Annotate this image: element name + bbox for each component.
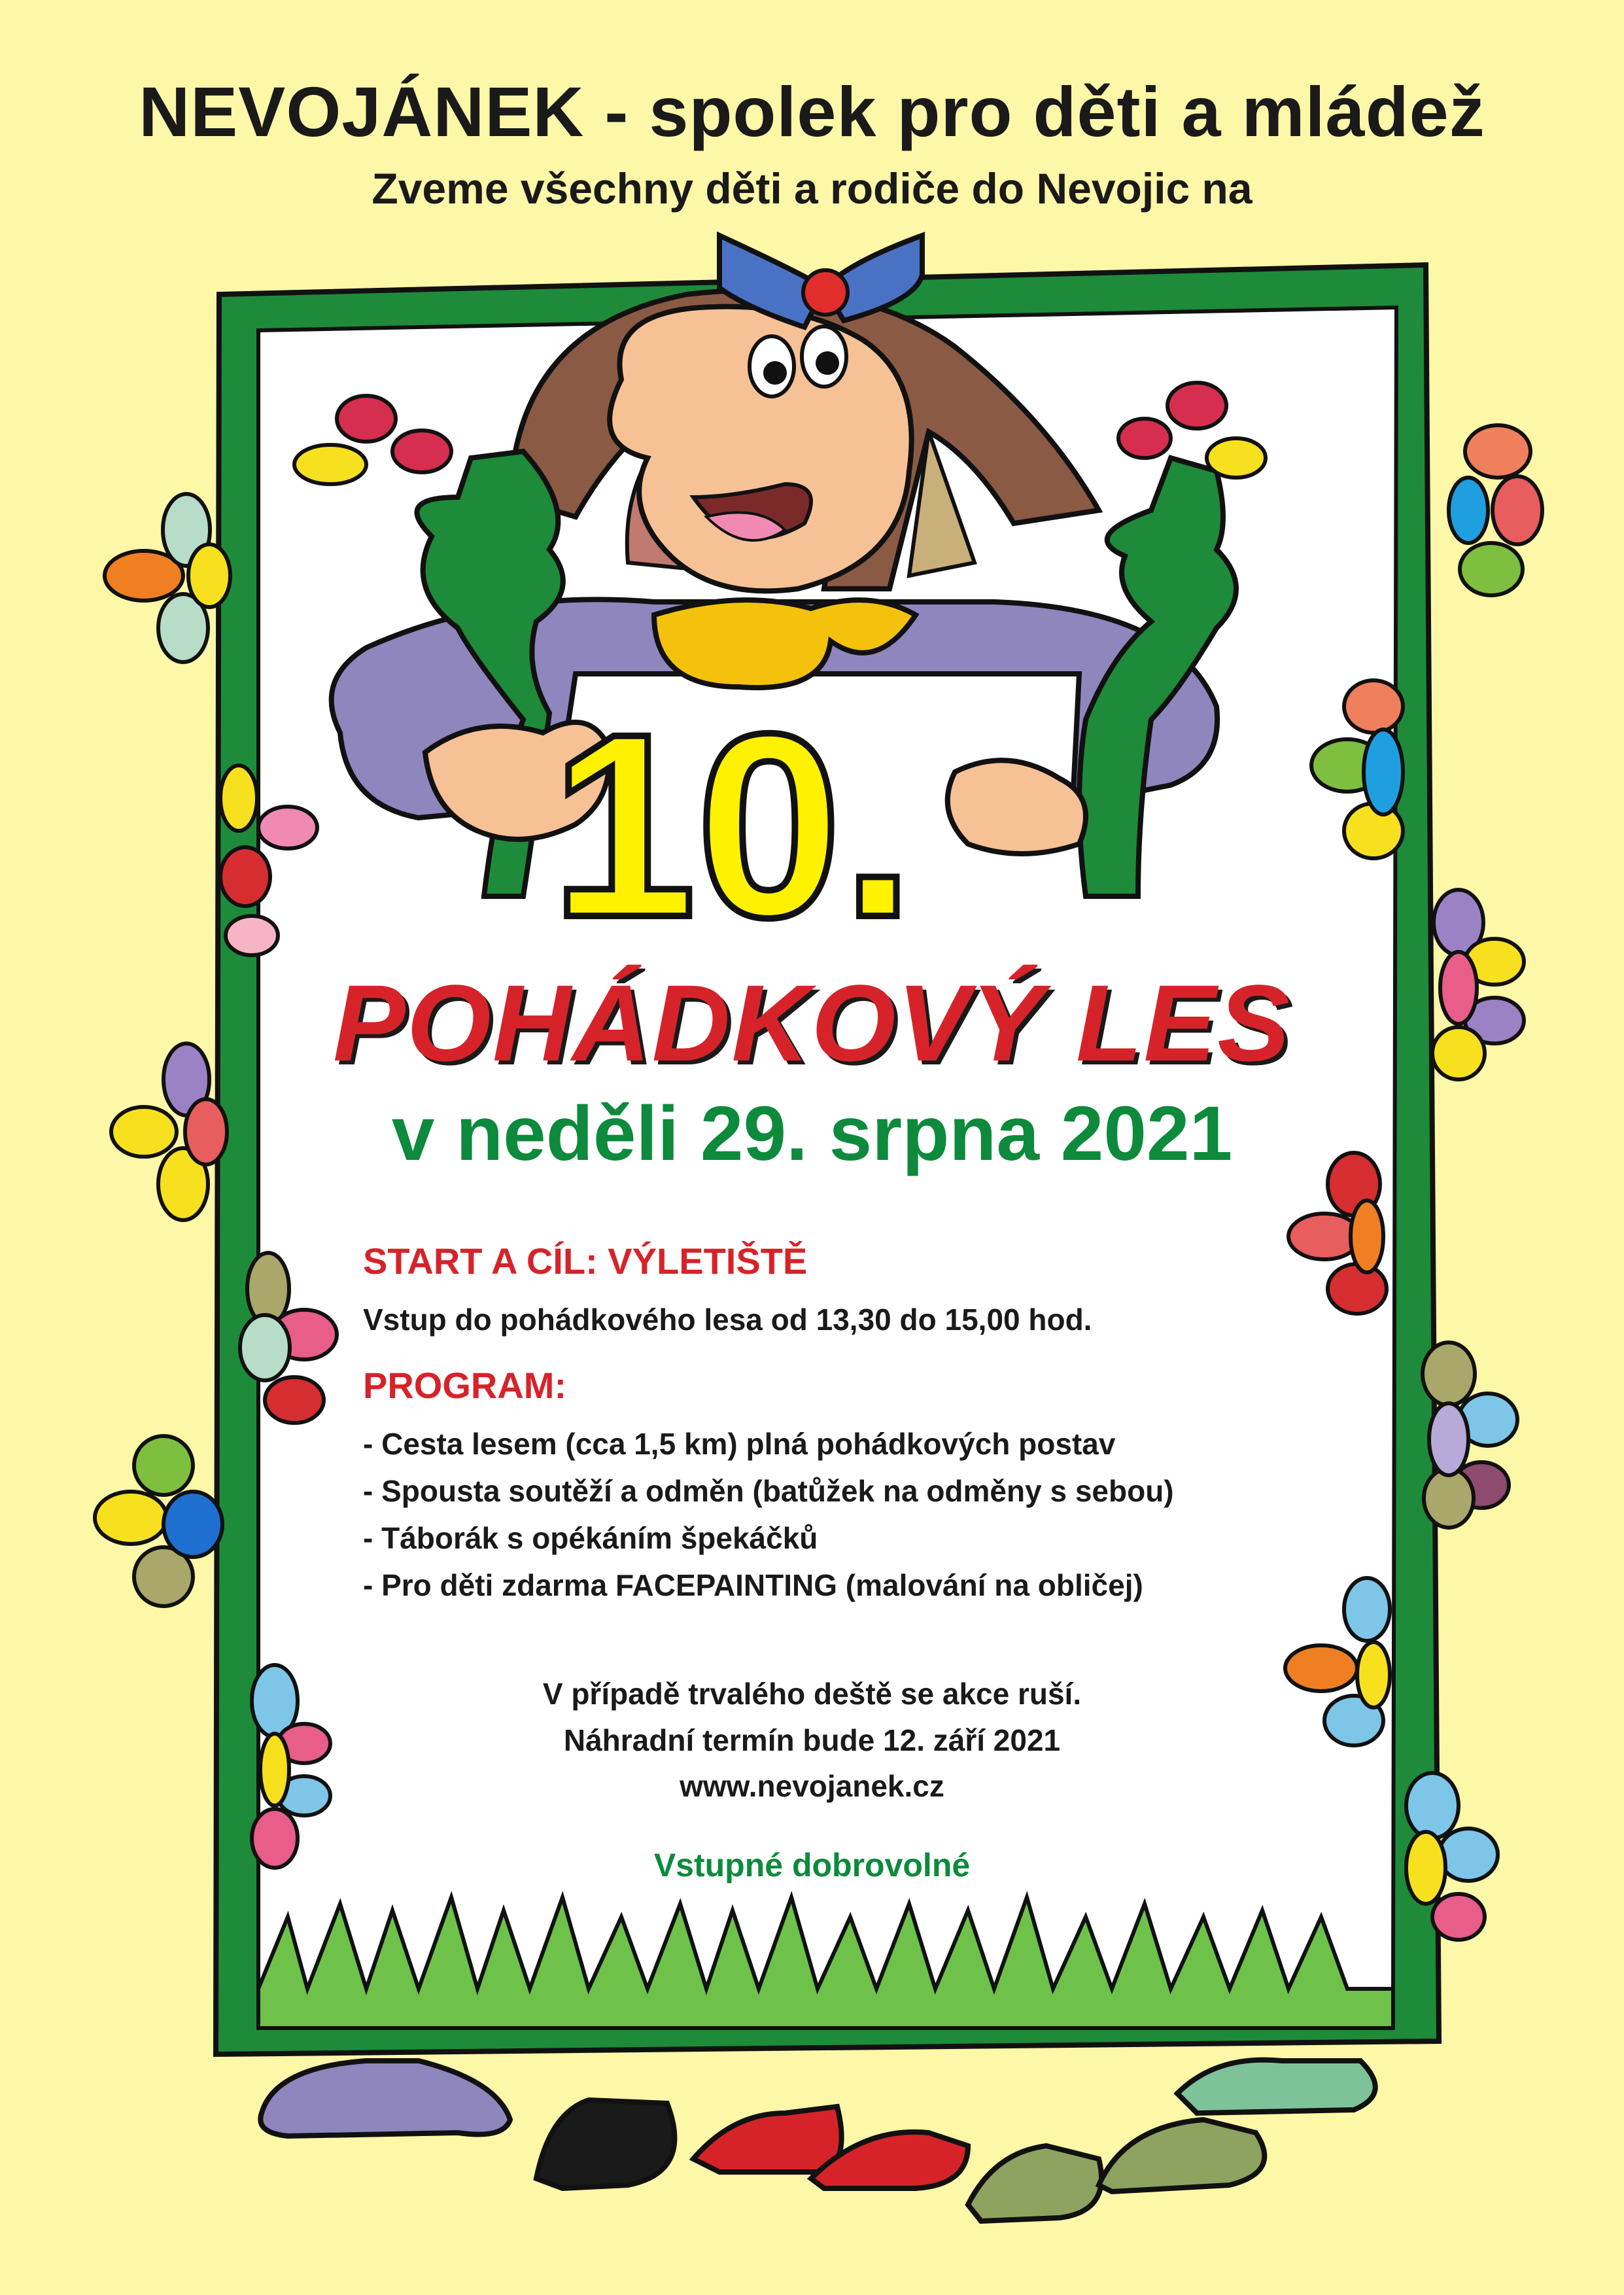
anniversary-number: 10. [550,679,915,972]
flower-left-1 [105,494,230,662]
event-title: POHÁDKOVÝ LES [333,963,1291,1084]
program-item: - Pro děti zdarma FACEPAINTING (malování na obličej) [363,1568,1143,1602]
header-title: NEVOJÁNEK - spolek pro děti a mládež [139,72,1485,151]
flower-left-5 [95,1436,222,1606]
rain-notice: V případě trvalého deště se akce ruší. [542,1677,1082,1711]
alternate-date: Náhradní termín bude 12. září 2021 [563,1723,1061,1757]
program-item: - Cesta lesem (cca 1,5 km) plná pohádkových postav [363,1427,1116,1461]
program-item: - Táborák s opékáním špekáčků [363,1521,818,1555]
program-item: - Spousta soutěží a odměn (batůžek na odměny s sebou) [363,1474,1174,1508]
website-link[interactable]: www.nevojanek.cz [680,1769,944,1803]
entry-time: Vstup do pohádkového lesa od 13,30 do 15,00 hod. [363,1303,1092,1337]
flower-right-5 [1423,1342,1517,1528]
program-heading: PROGRAM: [363,1365,567,1406]
admission-note: Vstupné dobrovolné [653,1847,971,1883]
start-heading-text: START A CÍL: VÝLETIŠTĚ [363,1240,808,1282]
flower-right-1 [1449,425,1542,595]
start-heading [363,1240,1344,1282]
event-date: v neděli 29. srpna 2021 [391,1091,1233,1177]
anniversary-badge [551,679,914,972]
header-subtitle: Zveme všechny děti a rodiče do Nevojic na [371,164,1253,213]
